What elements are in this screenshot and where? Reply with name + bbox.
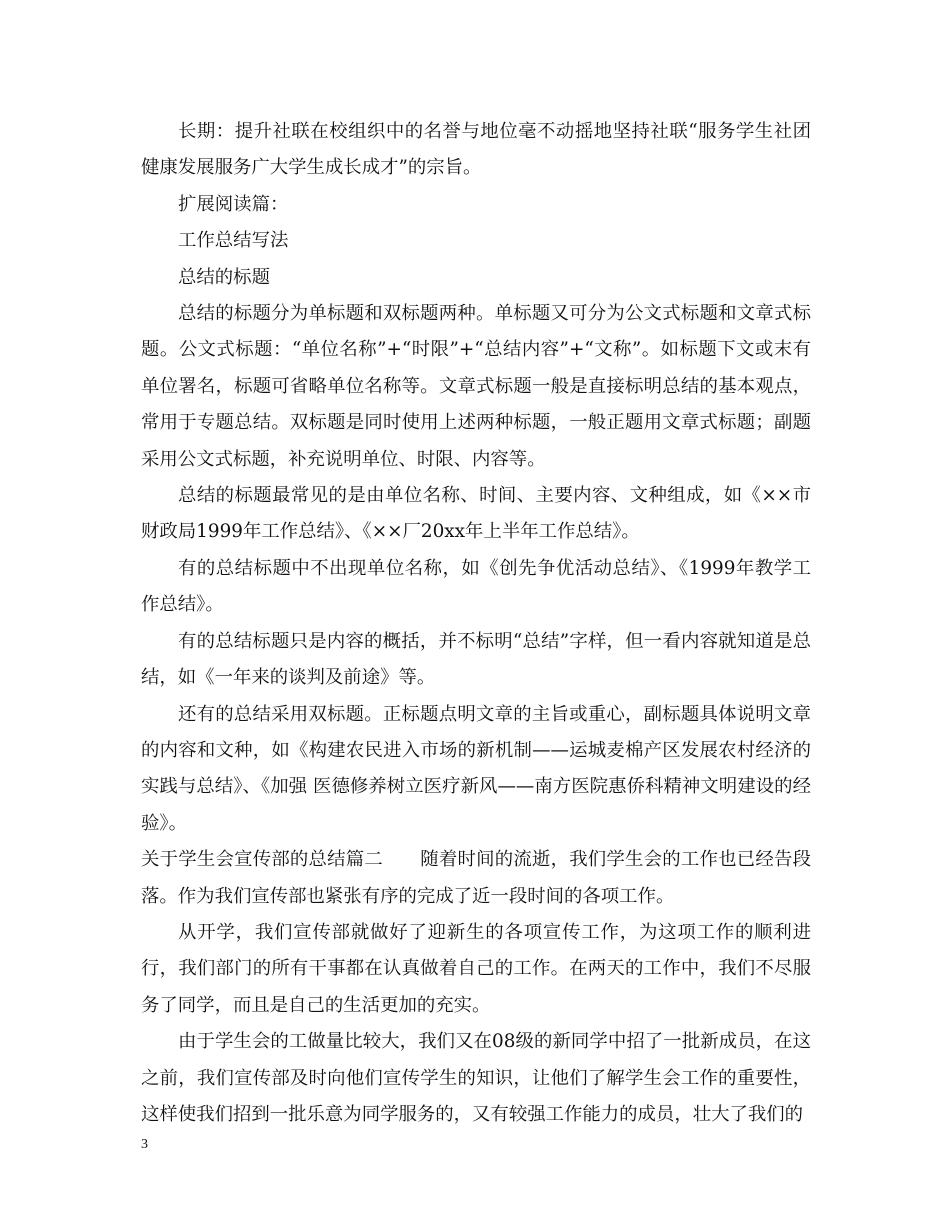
paragraph-summary-title-heading: 总结的标题 (178, 266, 270, 288)
paragraph-welcome-freshmen: 从开学，我们宣传部就做好了迎新生的各项宣传工作，为这项工作的顺利进行，我们部门的所有干事都在认真做着自己的工作。在两天的工作中，我们不尽服务了同学，而且是自己的生活更加的充实。 (141, 921, 811, 1016)
paragraph-double-title: 还有的总结采用双标题。正标题点明文章的主旨或重心，副标题具体说明文章的内容和文种，如《构建农民进入市场的新机制——运城麦棉产区发展农村经济的实践与总结》、《加强 医德修养树立医疗新风——南方医院惠侨科精神文明建设的经验》。 (141, 703, 811, 834)
paragraph-no-unit-title: 有的总结标题中不出现单位名称，如《创先争优活动总结》、《1999年教学工作总结》。 (141, 557, 811, 616)
document-body (141, 114, 811, 1133)
paragraph-title-types: 总结的标题分为单标题和双标题两种。单标题又可分为公文式标题和文章式标题。公文式标题：“单位名称”+“时限”+“总结内容”+“文称”。如标题下文或末有单位署名，标题可省略单位名称等。文章式标题一般是直接标明总结的基本观点，常用于专题总结。双标题是同时使用上述两种标题，一般正题用文章式标题；副题采用公文式标题，补充说明单位、时限、内容等。 (141, 303, 811, 470)
paragraph-new-members: 由于学生会的工做量比较大，我们又在08级的新同学中招了一批新成员，在这之前，我们宣传部及时向他们宣传学生的知识，让他们了解学生会工作的重要性，这样使我们招到一批乐意为同学服务的，又有较强工作能力的成员，壮大了我们的 (141, 1031, 811, 1125)
paragraph-common-title: 总结的标题最常见的是由单位名称、时间、主要内容、文种组成，如《××市财政局1999年工作总结》、《××厂20xx年上半年工作总结》。 (141, 485, 811, 543)
paragraph-writing-method-heading: 工作总结写法 (178, 230, 289, 252)
paragraph-long-term-goal: 长期：提升社联在校组织中的名誉与地位毫不动摇地坚持社联“服务学生社团健康发展服务广大学生成长成才”的宗旨。 (141, 121, 811, 179)
paragraph-section-two-start: 关于学生会宣传部的总结篇二 随着时间的流逝，我们学生会的工作也已经告段落。作为我们宣传部也紧张有序的完成了近一段时间的各项工作。 (141, 849, 811, 907)
page-number: 3 (141, 1137, 148, 1152)
paragraph-content-title: 有的总结标题只是内容的概括，并不标明“总结”字样，但一看内容就知道是总结，如《一年来的谈判及前途》等。 (141, 630, 811, 689)
paragraph-extended-reading: 扩展阅读篇： (178, 193, 289, 215)
